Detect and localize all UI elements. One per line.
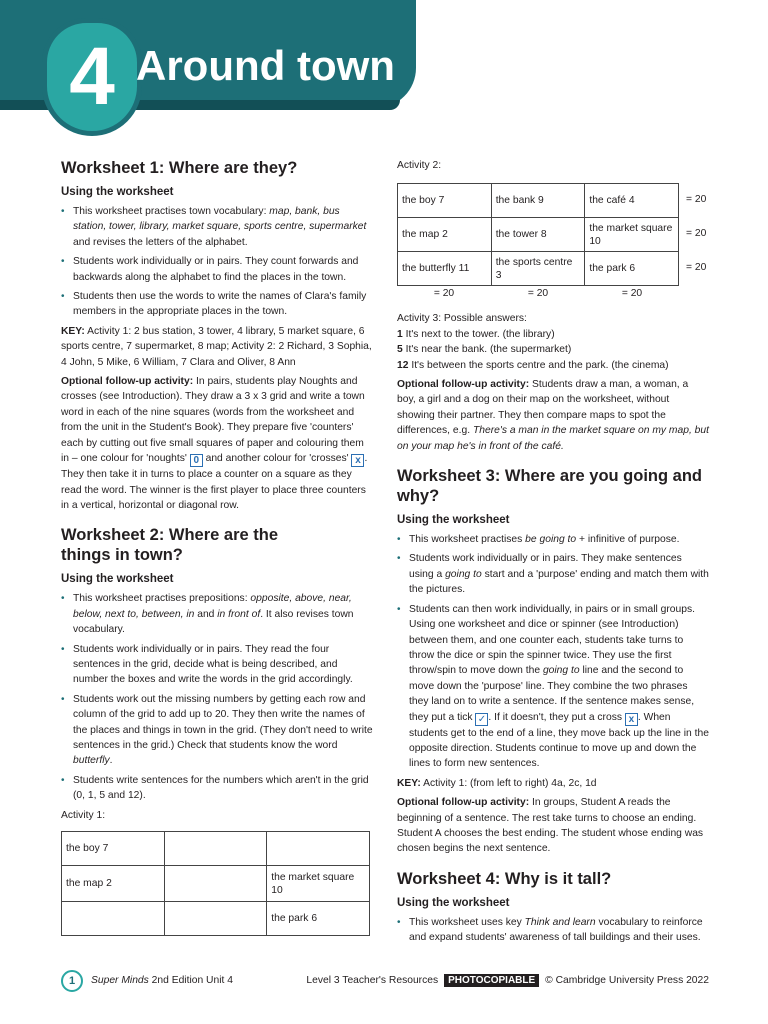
column-sum: = 20 [621, 288, 643, 300]
table-row [398, 218, 679, 252]
grid-cell [164, 832, 267, 866]
ws1-bullet-1: • This worksheet practises town vocabulary: map, bank, bus station, tower, library, market square, sports centre, supermarket and revises the letters of the alphabet. [61, 204, 373, 250]
activity2-grid [397, 183, 679, 286]
row-sum: = 20 [686, 194, 707, 206]
ws1-subtitle: Using the worksheet [61, 186, 174, 198]
ws1-bullet-2: • Students work individually or in pairs. They count forwards and backwards along the alphabet to find the places in the town. [61, 254, 373, 285]
column-sums [397, 288, 709, 299]
unit-title: Around town [136, 42, 395, 89]
grid-cell: the tower 8 [491, 218, 585, 252]
ws3-bullet-1: • This worksheet practises be going to + infinitive of purpose. [397, 532, 709, 547]
grid-cell: the butterfly 11 [398, 252, 492, 286]
ws2-bullets [61, 591, 373, 803]
grid-cell: the market square 10 [585, 218, 679, 252]
activity2-label: Activity 2: [397, 160, 442, 171]
grid-cell: the boy 7 [398, 184, 492, 218]
ws2-subtitle: Using the worksheet [61, 573, 174, 586]
ws2-bullet-1: • This worksheet practises prepositions: opposite, above, near, below, next to, between, in and in front of. It also revises town vocabulary. [61, 591, 373, 637]
table-row [398, 184, 679, 218]
grid-cell [164, 902, 267, 936]
grid-cell: the bank 9 [491, 184, 585, 218]
photocopiable-badge: PHOTOCOPIABLE [444, 974, 539, 987]
ws2-bullet-2: • Students work individually or in pairs. They read the four sentences in the grid, decide what is being described, and number the boxes and write the words in the grid accordingly. [61, 642, 373, 688]
ws2-title: Worksheet 2: Where are the things in town? [61, 526, 279, 565]
grid-cell [267, 832, 370, 866]
activity3-answer-3: 12 It's between the sports centre and the park. (the cinema) [397, 359, 669, 371]
grid-cell: the café 4 [585, 184, 679, 218]
activity1-grid [61, 831, 370, 936]
page-number: 1 [61, 970, 83, 992]
footer-credits: Level 3 Teacher's Resources PHOTOCOPIABLE © Cambridge University Press 2022 [306, 975, 709, 986]
ws2-bullet-4: • Students write sentences for the numbers which aren't in the grid (0, 1, 5 and 12). [61, 773, 373, 804]
table-row [398, 252, 679, 286]
unit-number: 4 [69, 31, 115, 122]
cross-counter-icon: x [351, 454, 364, 467]
activity3-answer-1: 1 It's next to the tower. (the library) [397, 328, 555, 340]
grid-cell [164, 866, 267, 902]
ws1-title: Worksheet 1: Where are they? [61, 159, 298, 177]
table-row [62, 902, 370, 936]
ws4-subtitle: Using the worksheet [397, 896, 510, 909]
activity3-answer-2: 5 It's near the bank. (the supermarket) [397, 344, 572, 356]
ws1-followup: Optional follow-up activity: In pairs, students play Noughts and crosses (see Introduction). They draw a 3 x 3 grid and write a town word in each of the nine squares (words from the worksheet and from the unit in the Student's Book). They prepare five 'counters' each by cutting out five small squares of paper and colouring them in – one colour for 'noughts' 0 and another colour for 'crosses' x . They then take it in turns to place a counter on a square as they read the word. The winner is the first player to place three counters in a vertical, horizontal or diagonal row. [61, 376, 368, 511]
ws4-bullet-1: • This worksheet uses key Think and learn vocabulary to reinforce and expand students' awareness of tall buildings and their uses. [397, 915, 709, 946]
left-column [61, 158, 373, 936]
ws4-bullets [397, 915, 709, 946]
grid-cell: the market square 10 [267, 866, 370, 902]
ws3-bullet-3: • Students can then work individually, in pairs or in small groups. Using one worksheet and dice or spinner (see Introduction) between them, and one counter each, students take turns to throw the dice or spin the spinner twice. They use the first throw/spin to move down the going to line and the second to move down the 'purpose' line. They combine the two phrases they land on to write a sentence. If the sentence makes sense, they put a tick ✓ . If it doesn't, they put a cross x . When students get to the end of a line, they move back up the line in the opposite direction. Students continue to move up and down the lines to form new sentences. [397, 602, 709, 772]
table-row [62, 832, 370, 866]
cross-icon: x [625, 713, 638, 726]
grid-cell: the sports centre 3 [491, 252, 585, 286]
ws2-followup: Optional follow-up activity: Students draw a man, a woman, a boy, a girl and a dog on their map on the worksheet, without showing their partner. They then compare maps to spot the differences, e.g. There's a man in the market square on my map, but on your map he's in front of the café. [397, 379, 709, 452]
activity2-block [397, 183, 709, 299]
ws3-bullets [397, 532, 709, 772]
ws3-title: Worksheet 3: Where are you going and why? [397, 467, 703, 506]
column-sum: = 20 [433, 288, 455, 300]
ws2-bullet-3: • Students work out the missing numbers by getting each row and column of the grid to add up to 20. They then write the names of the places and things in town in the grid. (They don't need to write sentences in the grid.) Check that students know the word butterfly. [61, 692, 373, 769]
grid-cell: the park 6 [267, 902, 370, 936]
grid-cell [62, 902, 165, 936]
activity1-label: Activity 1: [61, 809, 106, 821]
row-sum: = 20 [686, 262, 707, 274]
ws3-bullet-2: • Students work individually or in pairs. They make sentences using a going to start and a 'purpose' ending and match them with the pictures. [397, 551, 709, 597]
nought-counter-icon: 0 [190, 454, 203, 467]
page-footer [61, 970, 709, 990]
ws1-bullets [61, 204, 373, 320]
row-sum: = 20 [686, 228, 707, 240]
grid-cell: the map 2 [398, 218, 492, 252]
ws3-subtitle: Using the worksheet [397, 514, 510, 527]
grid-cell: the boy 7 [62, 832, 165, 866]
tick-icon: ✓ [475, 713, 488, 726]
ws1-key: KEY: Activity 1: 2 bus station, 3 tower, 4 library, 5 market square, 6 sports centre, 7 supermarket, 8 map; Activity 2: 2 Richard, 3 Sophia, 4 John, 5 Mike, 6 William, 7 Clara and Oliver, 8 Ann [61, 325, 372, 368]
footer-book-title: Super Minds 2nd Edition Unit 4 [91, 975, 233, 986]
right-column [397, 158, 709, 950]
grid-cell: the park 6 [585, 252, 679, 286]
table-row [62, 866, 370, 902]
ws1-bullet-3: • Students then use the words to write the names of Clara's family members in the appropriate places in the town. [61, 289, 373, 320]
ws3-followup: Optional follow-up activity: In groups, Student A reads the beginning of a sentence. The rest take turns to choose an ending. Student A chooses the best ending. The student whose ending was chosen begins the next sentence. [397, 797, 704, 855]
ws4-title: Worksheet 4: Why is it tall? [397, 869, 612, 888]
grid-cell: the map 2 [62, 866, 165, 902]
activity3-label: Activity 3: Possible answers: [397, 313, 527, 325]
ws3-key: KEY: Activity 1: (from left to right) 4a, 2c, 1d [397, 777, 597, 789]
column-sum: = 20 [527, 288, 549, 300]
